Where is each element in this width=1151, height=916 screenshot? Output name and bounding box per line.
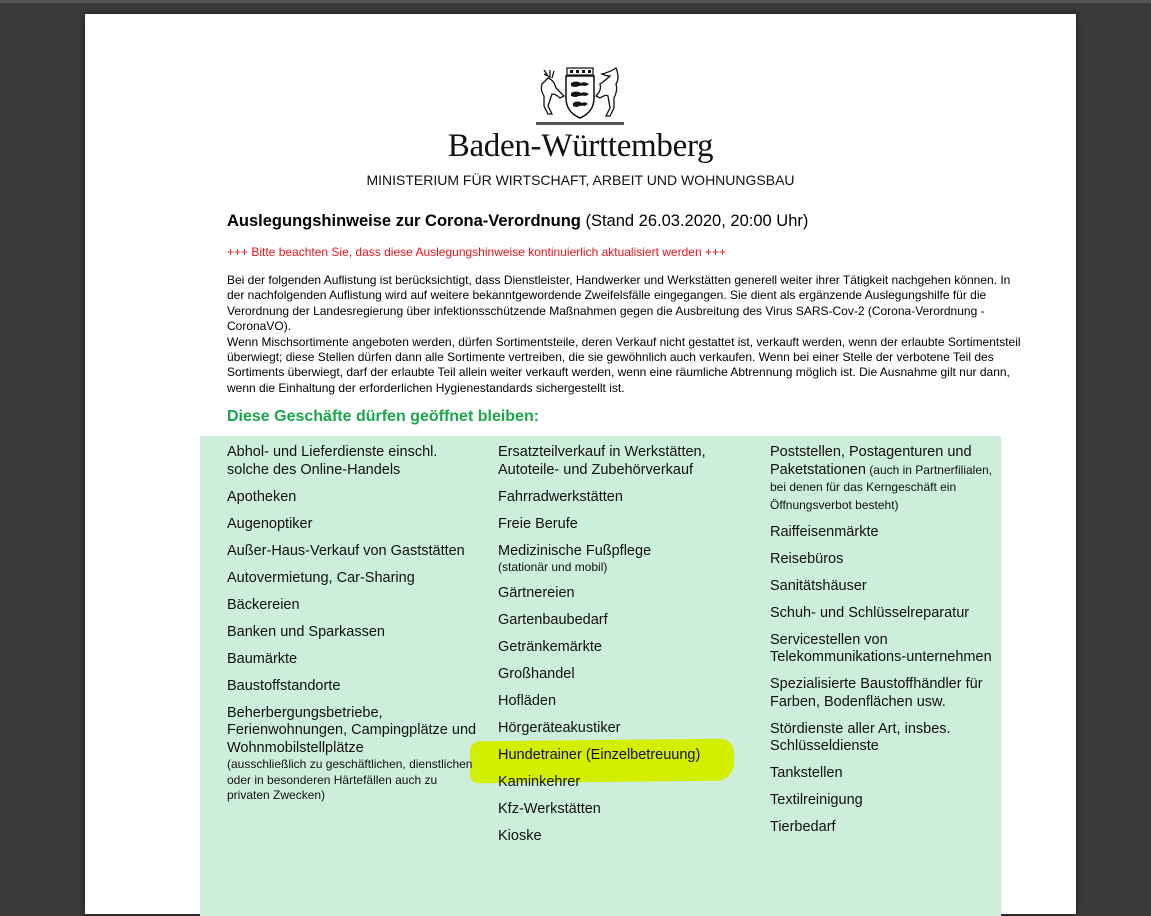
list-item-label: Kfz-Werkstätten — [498, 801, 601, 817]
list-item-label: Getränkemärkte — [498, 639, 602, 655]
list-item-label: Beherbergungsbetriebe, Ferienwohnungen, Campingplätze und Wohnmobilstellplätze — [227, 704, 477, 756]
open-shops-list — [200, 436, 1001, 916]
list-item-label: Baustoffstandorte — [227, 677, 341, 694]
list-item — [498, 639, 748, 657]
section-heading-open-shops: Diese Geschäfte dürfen geöffnet bleiben: — [227, 408, 540, 425]
list-item — [227, 651, 477, 669]
intro-text — [227, 273, 1027, 396]
list-item-label: Sanitätshäuser — [770, 577, 867, 594]
list-item-note: (ausschließlich zu geschäftlichen, dienstlichen oder in besonderen Härtefällen auch zu privaten Zwecken) — [227, 757, 473, 802]
list-item — [498, 585, 748, 603]
list-item-label: Abhol- und Lieferdienste einschl. solche des Online-Handels — [227, 444, 438, 478]
list-item — [227, 570, 477, 588]
list-item-label: Apotheken — [227, 488, 297, 505]
list-item — [770, 632, 995, 667]
list-item-highlighted — [498, 747, 748, 765]
list-item — [770, 605, 995, 623]
viewer-top-edge — [0, 0, 1151, 3]
list-item-label: Fahrradwerkstätten — [498, 488, 623, 505]
ministry-name: MINISTERIUM FÜR WIRTSCHAFT, ARBEIT UND WOHNUNGSBAU — [366, 172, 795, 188]
list-item-label: Außer-Haus-Verkauf von Gaststätten — [227, 542, 465, 559]
intro-paragraph-2: Wenn Mischsortimente angeboten werden, dürfen Sortimentsteile, deren Verkauf nicht gestattet ist, verkauft werden, wenn der erlaubte Sortimentsteil überwiegt; diese Stellen dürfen dann alle Sortimente vertreiben, die sie gewöhnlich auch verkaufen. Wenn bei einer Stelle der verbotene Teil des Sortiments überwiegt, darf der erlaubte Teil allein weiter verkauft werden, wenn eine räumliche Abtrennung möglich ist. Die Ausnahme gilt nur dann, wenn die Einhaltung der erforderlichen Hygienestandards sichergestellt ist. — [227, 334, 1021, 395]
update-notice: +++ Bitte beachten Sie, dass diese Auslegungshinweise kontinuierlich aktualisiert werden +++ — [227, 245, 726, 259]
list-item — [498, 489, 748, 507]
list-item — [227, 489, 477, 507]
list-item — [227, 678, 477, 696]
list-item — [770, 578, 995, 596]
list-item-label: Gartenbaubedarf — [498, 612, 608, 628]
list-item — [770, 721, 995, 756]
list-item — [498, 612, 748, 630]
list-item — [227, 543, 477, 561]
list-item-label: Hörgeräteakustiker — [498, 720, 621, 736]
list-item — [227, 516, 477, 534]
list-item — [498, 693, 748, 711]
list-item — [770, 792, 995, 810]
list-item-note: (auch in Partnerfilialen, bei denen für das Kerngeschäft ein Öffnungsverbot besteht) — [770, 462, 993, 512]
list-item — [498, 801, 748, 819]
list-item — [227, 597, 477, 615]
list-item-label: Augenoptiker — [227, 515, 313, 532]
list-item — [770, 444, 995, 514]
coat-of-arms-icon — [530, 62, 630, 128]
list-item-note: (stationär und mobil) — [498, 560, 608, 574]
list-item-label: Baumärkte — [227, 650, 298, 667]
document-page — [85, 14, 1076, 914]
list-item-label: Schuh- und Schlüsselreparatur — [770, 604, 970, 621]
list-item-label: Freie Berufe — [498, 515, 578, 532]
list-item-label: Bäckereien — [227, 596, 300, 613]
list-item-label: Tierbedarf — [770, 819, 836, 835]
list-item-label: Kaminkehrer — [498, 774, 581, 790]
list-item-label: Kioske — [498, 828, 542, 844]
list-item — [498, 666, 748, 684]
list-item-label: Hofläden — [498, 693, 557, 709]
document-title-date: (Stand 26.03.2020, 20:00 Uhr) — [580, 212, 809, 230]
list-item-label: Poststellen, Postagenturen und Paketstationen — [770, 444, 972, 478]
list-item — [770, 551, 995, 569]
shops-column-1 — [227, 444, 477, 813]
list-item-label: Medizinische Fußpflege — [498, 542, 652, 559]
state-name-wordmark: Baden-Württemberg — [447, 128, 714, 164]
intro-paragraph-1: Bei der folgenden Auflistung ist berücksichtigt, dass Dienstleister, Handwerker und Werkstätten generell weiter ihrer Tätigkeit nachgehen können. In der nachfolgenden Auflistung wird auf weitere bekanntgewordende Zweifelsfälle eingegangen. Sie dient als ergänzende Auslegungshilfe für die Verordnung der Landesregierung über infektionsschützende Maßnahmen gegen die Ausbreitung des Virus SARS-Cov-2 (Corona-Verordnung - CoronaVO). — [227, 273, 1011, 334]
list-item-label: Banken und Sparkassen — [227, 623, 385, 640]
list-item-label: Ersatzteilverkauf in Werkstätten, Autoteile- und Zubehörverkauf — [498, 444, 706, 478]
list-item-label: Spezialisierte Baustoffhändler für Farben, Bodenflächen usw. — [770, 676, 983, 710]
list-item — [770, 524, 995, 542]
list-item-label: Gärtnereien — [498, 585, 575, 601]
list-item-label: Reisebüros — [770, 550, 844, 567]
list-item — [498, 444, 748, 479]
list-item — [770, 819, 995, 837]
list-item-label: Großhandel — [498, 666, 575, 682]
list-item — [498, 516, 748, 534]
list-item-label: Servicestellen von Telekommunikations-unternehmen — [770, 631, 992, 665]
list-item — [498, 774, 748, 792]
list-item — [227, 705, 477, 804]
document-title — [227, 212, 808, 231]
list-item-label: Textilreinigung — [770, 792, 863, 808]
list-item-label: Hundetrainer (Einzelbetreuung) — [498, 747, 701, 763]
list-item — [498, 720, 748, 738]
list-item — [770, 765, 995, 783]
list-item-label: Tankstellen — [770, 765, 843, 781]
list-item — [770, 676, 995, 711]
list-item-label: Autovermietung, Car-Sharing — [227, 569, 415, 586]
list-item — [498, 828, 748, 846]
list-item — [227, 624, 477, 642]
document-title-main: Auslegungshinweise zur Corona-Verordnung — [227, 212, 581, 230]
list-item — [227, 444, 477, 479]
shops-column-3 — [770, 444, 995, 846]
shops-column-2 — [498, 444, 748, 855]
list-item-label: Stördienste aller Art, insbes. Schlüsseldienste — [770, 720, 951, 754]
list-item-label: Raiffeisenmärkte — [770, 523, 879, 540]
list-item — [498, 543, 748, 576]
